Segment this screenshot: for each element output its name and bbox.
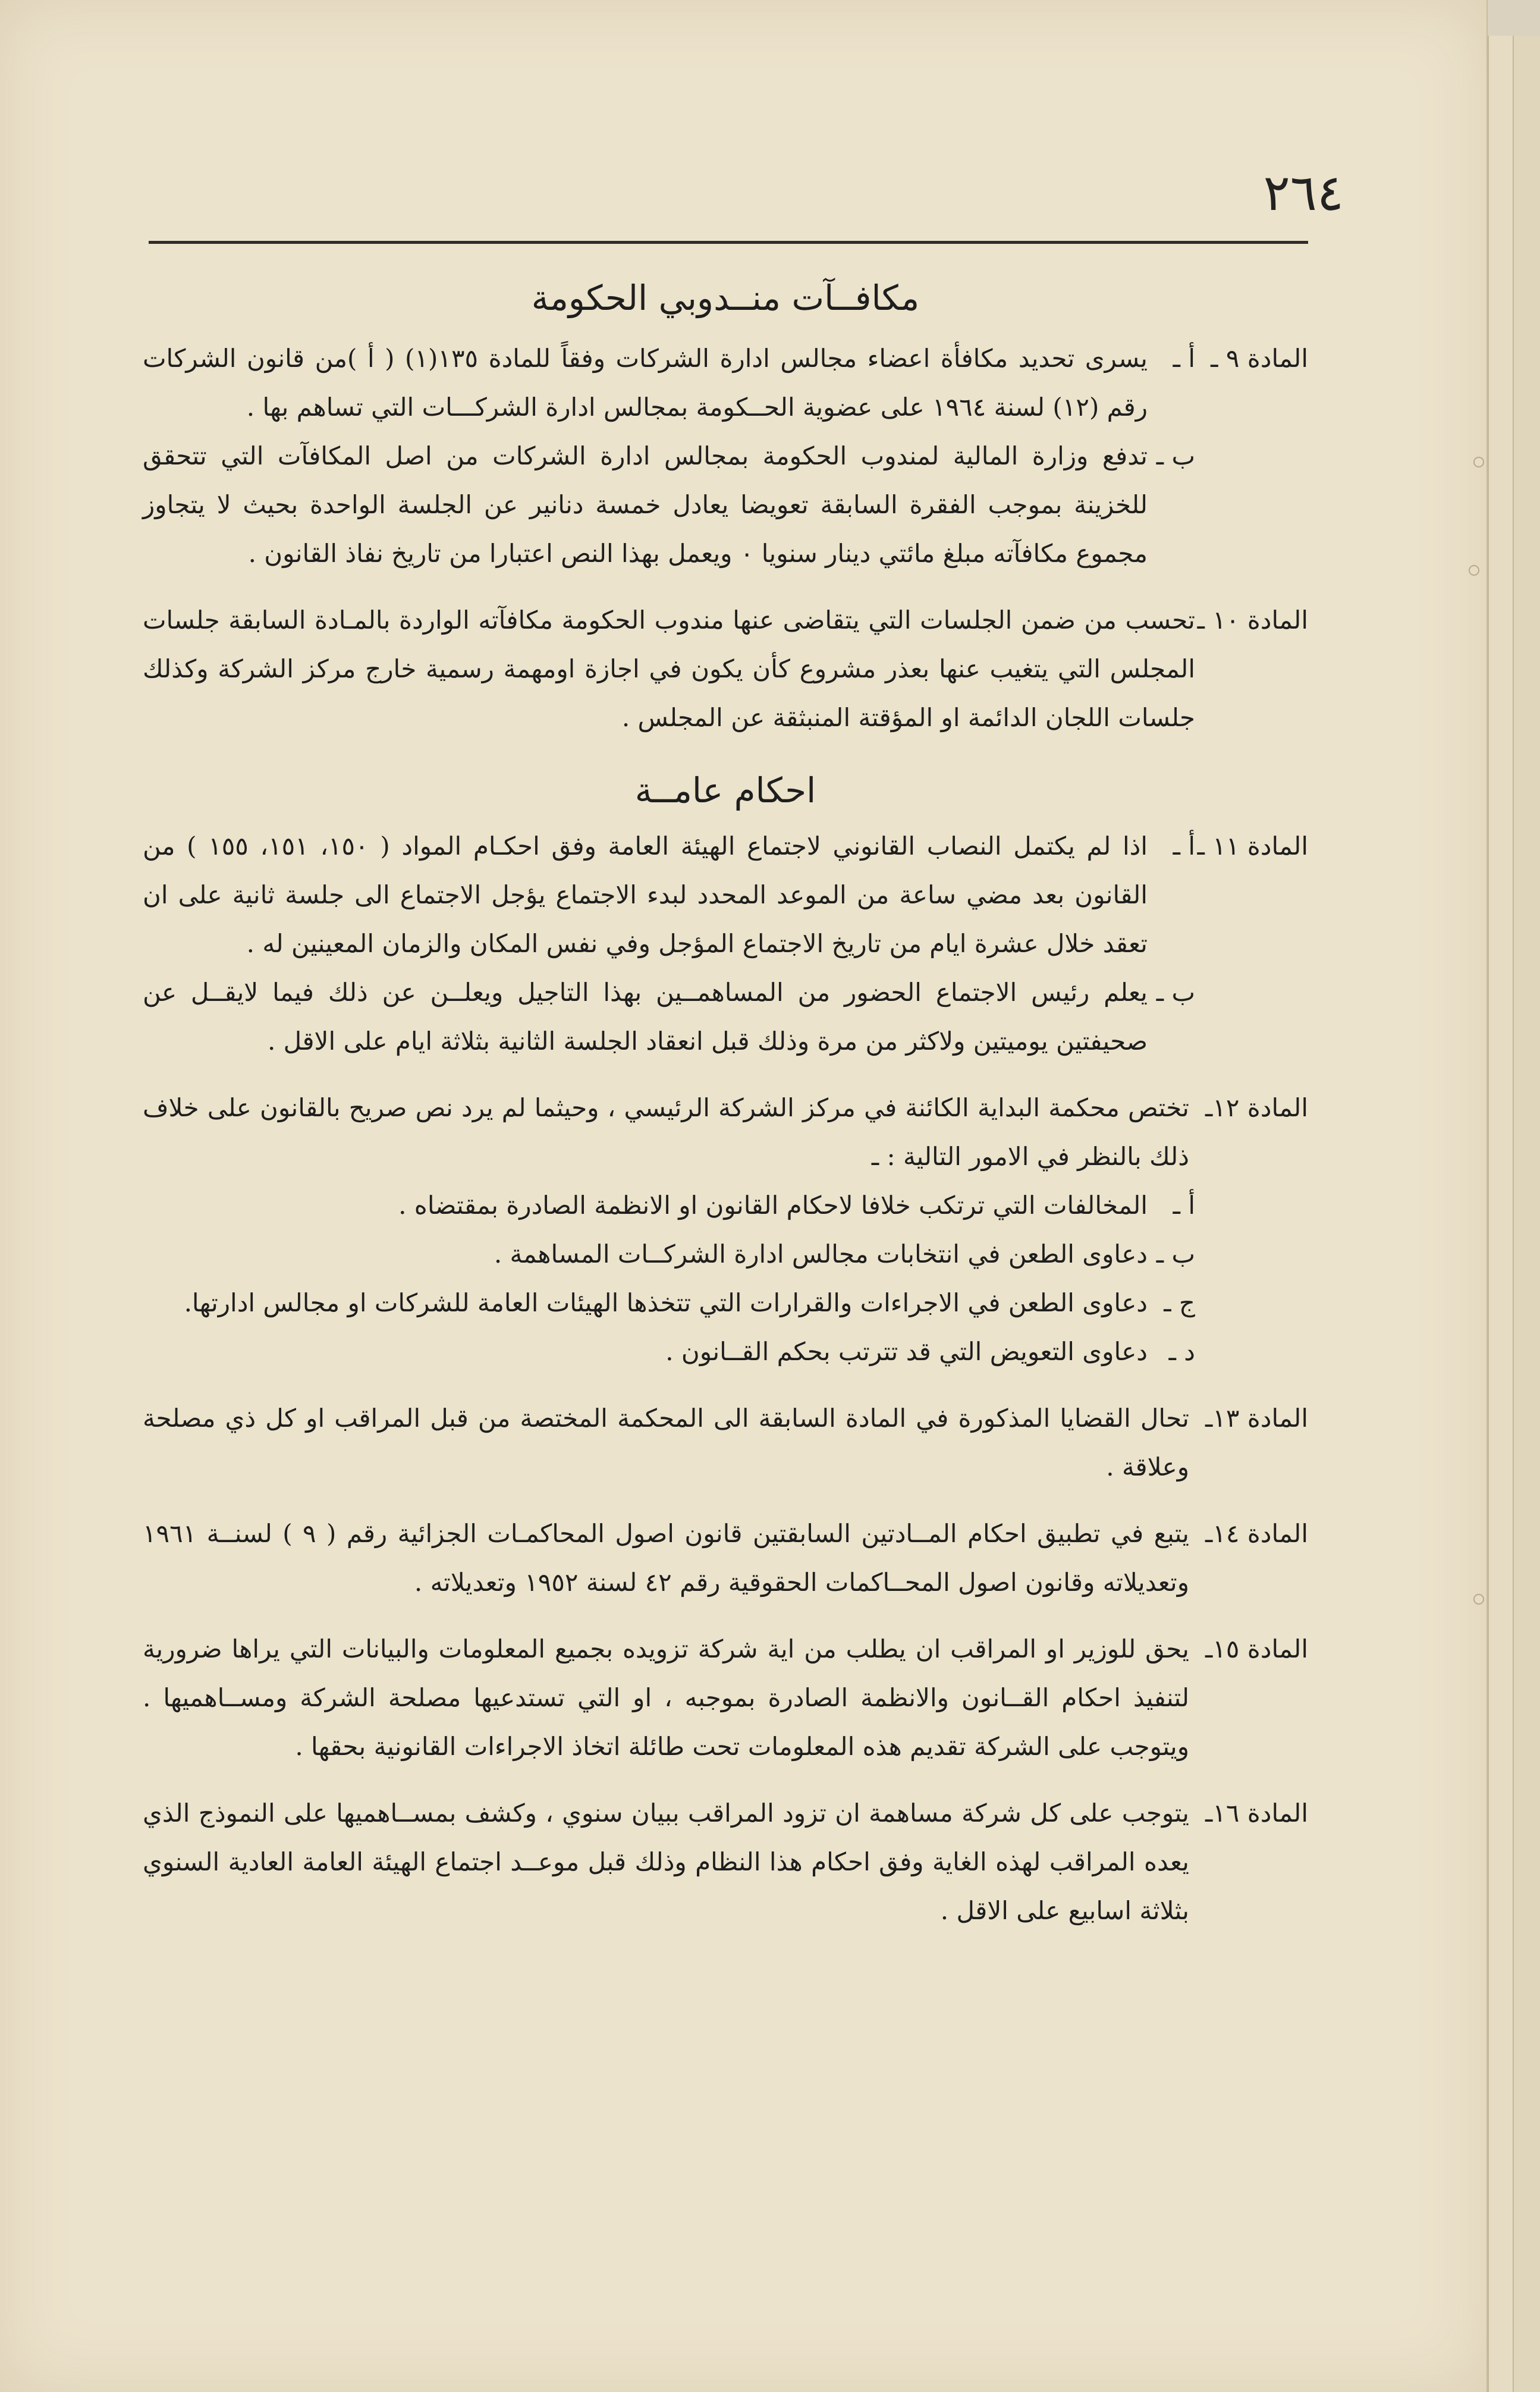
clause xyxy=(143,1327,1195,1376)
article-text: يتوجب على كل شركة مساهمة ان تزود المراقب ببيان سنوي ، وكشف بمســاهميها على النموذج الذي يعده المراقب لهذه الغاية وفق احكام هذا النظام وذلك قبل موعــد اجتماع الهيئة العامة العادية السنوي بثلاثة اسابيع على الاقل . xyxy=(143,1798,1189,1925)
clause xyxy=(143,968,1195,1066)
clause-letter: ب ـ xyxy=(1156,978,1195,1007)
article-9 xyxy=(143,334,1308,578)
clause-text: اذا لم يكتمل النصاب القانوني لاجتماع الهيئة العامة وفق احكـام المواد ( ١٥٠، ١٥١، ١٥٥ ) من القانون بعد مضي ساعة من الموعد المحدد لبدء الاجتماع يؤجل الاجتماع الى جلسة ثانية على ان تعقد خلال عشرة ايام من تاريخ الاجتماع المؤجل وفي نفس المكان والزمان المعينين له . xyxy=(143,831,1148,958)
punch-hole xyxy=(1473,457,1484,467)
punch-hole xyxy=(1469,565,1479,576)
clause-letter: أ ـ xyxy=(1173,1191,1195,1220)
article-label: المادة ١٢ـ xyxy=(1205,1093,1308,1122)
article-label: المادة ١٦ـ xyxy=(1205,1798,1308,1828)
article-label: المادة ١٠ ـ xyxy=(1197,605,1308,635)
clause xyxy=(143,432,1195,578)
clause-text: تدفع وزارة المالية لمندوب الحكومة بمجالس ادارة الشركات من اصل المكافآت التي تتحقق للخزينة بموجب الفقرة السابقة تعويضا يعادل خمسة دنانير عن الجلسة الواحدة بحيث لا يتجاوز مجموع مكافآته مبلغ مائتي دينار سنويا ٠ ويعمل بهذا النص اعتبارا من تاريخ نفاذ القانون . xyxy=(143,441,1148,568)
article-10 xyxy=(143,596,1308,742)
article-label: المادة ١٥ـ xyxy=(1205,1634,1308,1663)
article-text: تحسب من ضمن الجلسات التي يتقاضى عنها مندوب الحكومة مكافآته الواردة بالمـادة السابقة جلسات المجلس التي يتغيب عنها بعذر مشروع كأن يكون في اجازة اومهمة رسمية خارج مركز الشركة وكذلك جلسات اللجان الدائمة او المؤقتة المنبثقة عن المجلس . xyxy=(143,605,1195,732)
article-label: المادة ١٤ـ xyxy=(1205,1519,1308,1548)
article-label: المادة ١٣ـ xyxy=(1205,1404,1308,1433)
clause-text: المخالفات التي ترتكب خلافا لاحكام القانون او الانظمة الصادرة بمقتضاه . xyxy=(398,1191,1148,1220)
page-number: ٢٦٤ xyxy=(1263,164,1344,222)
clause-letter: ج ـ xyxy=(1164,1288,1195,1317)
clause xyxy=(143,334,1195,432)
punch-hole xyxy=(1473,1594,1484,1605)
page-edge xyxy=(1488,36,1513,2392)
article-12 xyxy=(143,1084,1308,1181)
article-12-items xyxy=(143,1181,1308,1376)
clause-text: يسرى تحديد مكافأة اعضاء مجالس ادارة الشركات وفقاً للمادة ١٣٥(١) ( أ )من قانون الشركات رقم (١٢) لسنة ١٩٦٤ على عضوية الحــكومة بمجالس ادارة الشركـــات التي تساهم بها . xyxy=(143,344,1148,422)
article-label: المادة ٩ ـ xyxy=(1211,344,1308,373)
article-text: تختص محكمة البداية الكائنة في مركز الشركة الرئيسي ، وحيثما لم يرد نص صريح بالقانون على خلاف ذلك بالنظر في الامور التالية : ـ xyxy=(143,1093,1189,1171)
page-edge xyxy=(1513,36,1540,2392)
clause-text: دعاوى الطعن في الاجراءات والقرارات التي تتخذها الهيئات العامة للشركات او مجالس ادارتها. xyxy=(184,1288,1148,1317)
clause-letter: أ ـ xyxy=(1173,831,1195,861)
clause-letter: ب ـ xyxy=(1156,1239,1195,1269)
document-body xyxy=(143,262,1308,1953)
section-title: احكام عامــة xyxy=(634,770,816,811)
clause-letter: أ ـ xyxy=(1173,344,1195,373)
article-11 xyxy=(143,822,1308,1066)
clause xyxy=(143,1230,1195,1279)
clause-text: دعاوى التعويض التي قد تترتب بحكم القــانون . xyxy=(665,1337,1148,1366)
clause-letter: ب ـ xyxy=(1156,441,1195,470)
clause-text: يعلم رئيس الاجتماع الحضور من المساهمــين بهذا التاجيل ويعلــن عن ذلك فيما لايقــل عن صحيفتين يوميتين ولاكثر من مرة وذلك قبل انعقاد الجلسة الثانية بثلاثة ايام على الاقل . xyxy=(143,978,1148,1056)
section-title: مكافــآت منــدوبي الحكومة xyxy=(531,278,920,318)
clause xyxy=(143,1279,1195,1327)
clause xyxy=(143,822,1195,968)
article-16 xyxy=(143,1789,1308,1935)
clause-letter: د ـ xyxy=(1168,1337,1195,1366)
article-label: المادة ١١ ـ xyxy=(1197,831,1308,861)
article-15 xyxy=(143,1625,1308,1771)
header-rule xyxy=(149,241,1308,244)
article-text: يحق للوزير او المراقب ان يطلب من اية شركة تزويده بجميع المعلومات والبيانات التي يراها ضرورية لتنفيذ احكام القــانون والانظمة الصادرة بموجبه ، او التي تستدعيها مصلحة الشركة ومســاهميها . ويتوجب على الشركة تقديم هذه المعلومات تحت طائلة اتخاذ الاجراءات القانونية بحقها . xyxy=(143,1634,1189,1761)
article-text: يتبع في تطبيق احكام المــادتين السابقتين قانون اصول المحاكمـات الجزائية رقم ( ٩ ) لسنــة ١٩٦١ وتعديلاته وقانون اصول المحــاكمات الحقوقية رقم ٤٢ لسنة ١٩٥٢ وتعديلاته . xyxy=(143,1519,1189,1597)
article-13 xyxy=(143,1394,1308,1492)
article-14 xyxy=(143,1509,1308,1607)
article-text: تحال القضايا المذكورة في المادة السابقة الى المحكمة المختصة من قبل المراقب او كل ذي مصلحة وعلاقة . xyxy=(143,1404,1189,1481)
clause xyxy=(143,1181,1195,1230)
clause-text: دعاوى الطعن في انتخابات مجالس ادارة الشركــات المساهمة . xyxy=(494,1239,1148,1269)
